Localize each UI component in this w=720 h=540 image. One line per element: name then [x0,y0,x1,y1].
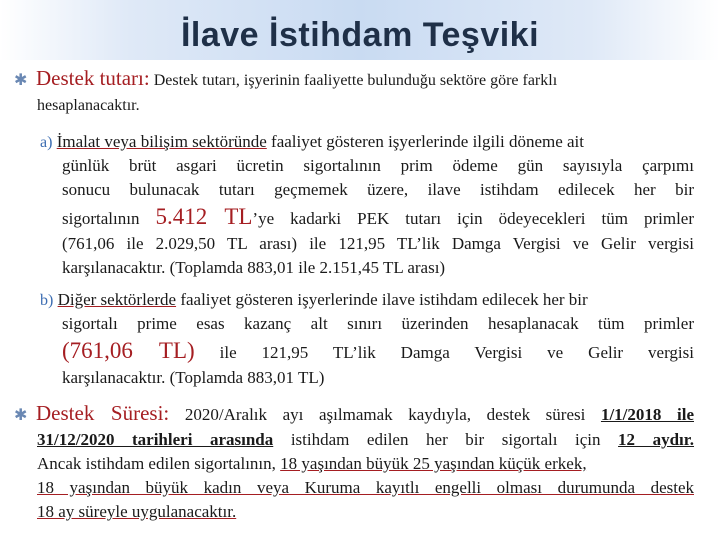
item-marker: a) [40,134,53,151]
date-range-end: 31/12/2020 tarihleri arasında [37,430,274,449]
bullet-destek-tutari [14,66,557,91]
body-text: sigortalının [62,209,140,228]
section-heading: Destek tutarı: [36,66,150,90]
body-text: (761,06 ile 2.029,50 TL arası) ile 121,95 TL’lik Damga Vergisi ve Gelir vergisi [62,234,694,253]
condition-text: 18 yaşından büyük 25 yaşından küçük erkek, [280,454,587,473]
duration-highlight: 12 aydır. [618,430,695,449]
page-title: İlave İstihdam Teşviki [180,16,540,54]
body-text: istihdam edilen her bir sigortalı için [290,430,601,449]
body-text: karşılanacaktır. (Toplamda 883,01 TL) [62,368,325,387]
suresi-line3 [37,454,587,474]
item-b-line3 [62,338,694,366]
body-text: hesaplanacaktır. [37,97,140,114]
sector-label: İmalat veya bilişim sektöründe [56,132,267,151]
bullet-star-icon: ✱ [14,407,28,424]
item-b-line1 [40,290,694,311]
amount-highlight: (761,06 TL) [62,338,195,363]
condition-text: 18 ay süreyle uygulanacaktır. [37,502,237,521]
item-a-line4 [62,204,694,232]
condition-text-line [37,478,694,498]
item-a-line1 [40,132,694,153]
section-heading: Destek Süresi: [36,401,170,425]
bullet-destek-suresi [14,400,694,429]
body-text: karşılanacaktır. (Toplamda 883,01 ile 2.151,45 TL arası) [62,258,446,277]
body-text: ’ye kadarki PEK tutarı için ödeyecekleri tüm primler [252,209,695,228]
condition-text-line [37,502,236,522]
body-text: sonucu bulunacak tutarı geçmemek üzere, ilave istihdam edilecek her bir [62,180,694,199]
date-range-start: 1/1/2018 ile [600,405,694,424]
body-text: faaliyet gösteren işyerlerinde ilave istihdam edilecek her bir [180,290,588,309]
body-text: 2020/Aralık ayı aşılmamak kaydıyla, destek süresi [184,405,586,424]
body-text: Ancak istihdam edilen sigortalının, [37,454,276,473]
bullet-star-icon: ✱ [14,72,28,89]
body-text: günlük brüt asgari ücretin sigortalının prim ödeme gün sayısıyla çarpımı [62,156,694,175]
amount-highlight: 5.412 TL [155,204,253,229]
suresi-line2 [37,430,694,450]
body-text: sigortalı prime esas kazanç alt sınırı üzerinden hesaplanacak tüm primler [62,314,694,333]
sector-label: Diğer sektörlerde [57,290,177,309]
body-text: ile 121,95 TL’lik Damga Vergisi ve Gelir vergisi [219,343,694,362]
condition-text: 18 yaşından büyük kadın veya Kuruma kayıtlı engelli olması durumunda destek [37,478,694,497]
item-marker: b) [40,292,54,309]
body-text: faaliyet gösteren işyerlerinde ilgili döneme ait [271,132,585,151]
body-text: Destek tutarı, işyerinin faaliyette bulunduğu sektöre göre farklı [153,72,558,89]
